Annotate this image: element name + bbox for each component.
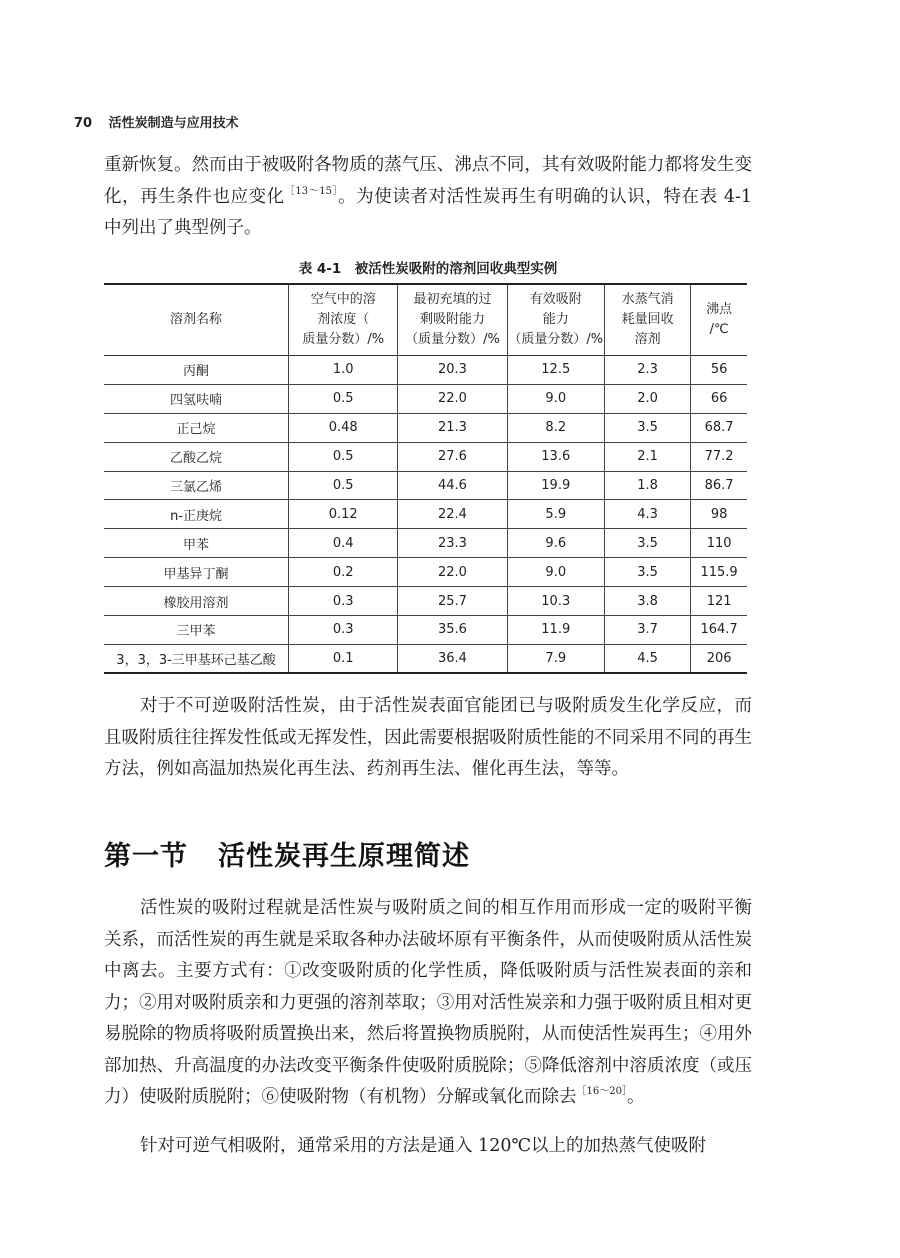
- section-title: 活性炭再生原理简述: [218, 841, 470, 872]
- table-caption: 表 4-1 被活性炭吸附的溶剂回收典型实例: [298, 261, 558, 277]
- table-cell: 0.1: [289, 644, 398, 673]
- table-row: [104, 384, 747, 413]
- page-number: 70: [74, 116, 93, 131]
- table-cell: 橡胶用溶剂: [104, 587, 289, 616]
- table-cell: 0.12: [289, 500, 398, 529]
- table-cell: 36.4: [398, 644, 507, 673]
- table-cell: 三氯乙烯: [104, 471, 289, 500]
- table-cell: 22.4: [398, 500, 507, 529]
- table-row: [104, 529, 747, 558]
- table-cell: 3.7: [604, 616, 690, 645]
- table-cell: 三甲苯: [104, 616, 289, 645]
- solvent-recovery-table: [104, 283, 747, 674]
- table-cell: 13.6: [507, 442, 604, 471]
- table-cell: 甲苯: [104, 529, 289, 558]
- table-cell: 11.9: [507, 616, 604, 645]
- table-header-row: [104, 284, 747, 356]
- table-cell: 0.4: [289, 529, 398, 558]
- table-cell: 77.2: [691, 442, 747, 471]
- table-cell: 3，3，3-三甲基环己基乙酸: [104, 644, 289, 673]
- table-cell: 7.9: [507, 644, 604, 673]
- table-row: [104, 558, 747, 587]
- table-cell: 12.5: [507, 356, 604, 385]
- table-cell: 23.3: [398, 529, 507, 558]
- table-cell: 66: [691, 384, 747, 413]
- table-row: [104, 616, 747, 645]
- table-cell: 2.1: [604, 442, 690, 471]
- table-cell: 甲基异丁酮: [104, 558, 289, 587]
- paragraph-irreversible: 对于不可逆吸附活性炭，由于活性炭表面官能团已与吸附质发生化学反应，而且吸附质往往挥发性低或无挥发性，因此需要根据吸附质性能的不同采用不同的再生方法，例如高温加热炭化再生法、药剂再生法、催化再生法，等等。: [104, 696, 752, 779]
- table-cell: 44.6: [398, 471, 507, 500]
- header-boiling-point: 沸点 /℃: [691, 284, 747, 356]
- table-cell: 乙酸乙烷: [104, 442, 289, 471]
- table-cell: 4.3: [604, 500, 690, 529]
- table-row: [104, 500, 747, 529]
- table-cell: 0.3: [289, 587, 398, 616]
- table-cell: 9.6: [507, 529, 604, 558]
- section-heading: [104, 834, 470, 873]
- table-cell: 4.5: [604, 644, 690, 673]
- table-row: [104, 413, 747, 442]
- table-row: [104, 442, 747, 471]
- header-concentration: 空气中的溶 剂浓度（ 质量分数）/%: [289, 284, 398, 356]
- table-row: [104, 356, 747, 385]
- table-cell: 35.6: [398, 616, 507, 645]
- book-title: 活性炭制造与应用技术: [108, 116, 239, 131]
- table-cell: 3.8: [604, 587, 690, 616]
- table-cell: 206: [691, 644, 747, 673]
- paragraph-intro: 重新恢复。然而由于被吸附各物质的蒸气压、沸点不同，其有效吸附能力都将发生变化，再生条件也应变化$^{[13\sim 15]}$。为使读者对活性炭再生有明确的认识，特在表 4-1 中列出了典型例子。: [104, 155, 752, 238]
- table-cell: 5.9: [507, 500, 604, 529]
- table-cell: 2.0: [604, 384, 690, 413]
- table-cell: n-正庚烷: [104, 500, 289, 529]
- table-cell: 56: [691, 356, 747, 385]
- table-cell: 22.0: [398, 558, 507, 587]
- table-cell: 115.9: [691, 558, 747, 587]
- table-cell: 0.2: [289, 558, 398, 587]
- table-cell: 0.5: [289, 384, 398, 413]
- section-number: 第一节: [104, 841, 188, 872]
- table-cell: 3.5: [604, 413, 690, 442]
- table-cell: 0.3: [289, 616, 398, 645]
- table-cell: 3.5: [604, 529, 690, 558]
- table-cell: 9.0: [507, 384, 604, 413]
- table-cell: 0.48: [289, 413, 398, 442]
- table-cell: 21.3: [398, 413, 507, 442]
- table-cell: 3.5: [604, 558, 690, 587]
- header-initial-capacity: 最初充填的过 剩吸附能力 （质量分数）/%: [398, 284, 507, 356]
- table-cell: 四氢呋喃: [104, 384, 289, 413]
- header-solvent: 溶剂名称: [104, 284, 289, 356]
- table-cell: 110: [691, 529, 747, 558]
- running-header: [74, 112, 239, 131]
- table-cell: 9.0: [507, 558, 604, 587]
- table-cell: 10.3: [507, 587, 604, 616]
- header-effective-capacity: 有效吸附 能力 （质量分数）/%: [507, 284, 604, 356]
- table-cell: 8.2: [507, 413, 604, 442]
- citation-ref: ［16～20］: [576, 1086, 627, 1097]
- paragraph-gas-phase: 针对可逆气相吸附，通常采用的方法是通入 120℃以上的加热蒸气使吸附: [140, 1136, 707, 1156]
- table-cell: 25.7: [398, 587, 507, 616]
- table-cell: 121: [691, 587, 747, 616]
- table-cell: 0.5: [289, 471, 398, 500]
- table-cell: 22.0: [398, 384, 507, 413]
- table-cell: 20.3: [398, 356, 507, 385]
- table-row: [104, 471, 747, 500]
- paragraph-principle: 活性炭的吸附过程就是活性炭与吸附质之间的相互作用而形成一定的吸附平衡关系，而活性炭的再生就是采取各种办法破坏原有平衡条件，从而使吸附质从活性炭中离去。主要方式有：①改变吸附质的化学性质，降低吸附质与活性炭表面的亲和力；②用对吸附质亲和力更强的溶剂萃取；③用对活性炭亲和力强于吸附质且相对更易脱除的物质将吸附质置换出来，然后将置换物质脱附，从而使活性炭再生；④用外部加热、升高温度的办法改变平衡条件使吸附质脱除；⑤降低溶剂中溶质浓度（或压力）使吸附质脱附；⑥使吸附物（有机物）分解或氧化而除去$^{[16\sim 20]}$。: [104, 898, 752, 1107]
- table-cell: 98: [691, 500, 747, 529]
- table-cell: 1.0: [289, 356, 398, 385]
- table-cell: 正己烷: [104, 413, 289, 442]
- table-cell: 19.9: [507, 471, 604, 500]
- table-cell: 0.5: [289, 442, 398, 471]
- table-cell: 2.3: [604, 356, 690, 385]
- table-cell: 丙酮: [104, 356, 289, 385]
- table-cell: 68.7: [691, 413, 747, 442]
- citation-ref: ［13～15］: [284, 185, 339, 197]
- table-cell: 164.7: [691, 616, 747, 645]
- table-row: [104, 587, 747, 616]
- table-cell: 1.8: [604, 471, 690, 500]
- table-cell: 86.7: [691, 471, 747, 500]
- table-cell: 27.6: [398, 442, 507, 471]
- header-steam-consumption: 水蒸气消 耗量回收 溶剂: [604, 284, 690, 356]
- table-row: [104, 644, 747, 673]
